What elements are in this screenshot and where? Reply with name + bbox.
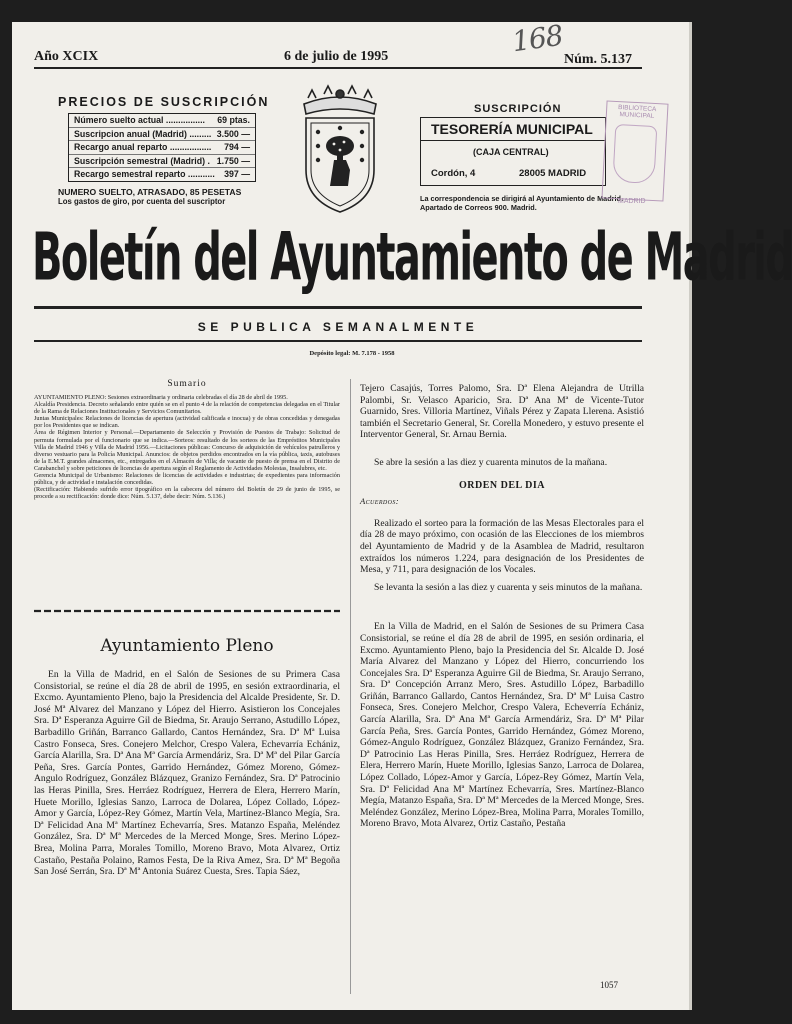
sumario-title: Sumario — [167, 379, 207, 389]
acuerdos-label: Acuerdos: — [360, 496, 400, 507]
sumario-item: AYUNTAMIENTO PLENO: Sesiones extraordinaria y ordinaria celebradas el día 28 de abril de 1995. — [34, 394, 288, 401]
price-value: 397 — — [224, 169, 250, 179]
newspaper-page — [12, 18, 792, 1010]
subscription-sub: (CAJA CENTRAL) — [473, 147, 549, 157]
section-title: Ayuntamiento Pleno — [100, 636, 274, 656]
price-label: Recargo semestral reparto ........... — [74, 169, 215, 179]
stamp-bottom: MADRID — [618, 198, 646, 205]
sumario-item: Alcaldía Presidencia. Decreto señalando entre quién se en el punto 4 de la relación de competencias delegadas en el Titular de la Rama de Relaciones Institucionales y Servicios Comunitarios. — [34, 401, 340, 416]
price-row — [69, 114, 255, 128]
subscription-street: Cordón, 4 — [431, 168, 476, 179]
sorteo-paragraph: Realizado el sorteo para la formación de las Mesas Electorales para el día 28 de mayo próximo, con ocasión de las Elecciones de los miembros del Ayuntamiento de Madrid y de la Asamblea de Madrid, resultaron extraídos los números 1.224, para designación de los Presidentes de Mesa, y 711, para designación de los Vocales. — [360, 517, 644, 576]
orden-del-dia: ORDEN DEL DIA — [459, 479, 545, 491]
sumario-divider — [34, 608, 340, 614]
sumario-item: Gerencia Municipal de Urbanismo: Relaciones de licencias de actividades e industrias; de expedientes para información pública, y de actividad e instalación concedidas. — [34, 472, 340, 487]
price-row — [69, 168, 255, 181]
right-column — [360, 383, 644, 830]
price-label: Suscripción semestral (Madrid) . — [74, 155, 210, 166]
price-row — [69, 155, 255, 169]
price-value: 3.500 — — [216, 128, 250, 139]
price-label: Número suelto actual ................ — [74, 115, 206, 125]
session-open: Se abre la sesión a las diez y cuarenta minutos de la mañana. — [374, 456, 608, 468]
page-number: 1057 — [600, 980, 618, 990]
stamp-shield-icon — [612, 124, 657, 184]
tagline: SE PUBLICA SEMANALMENTE — [197, 320, 479, 334]
price-value: 794 — — [224, 142, 250, 152]
price-row — [69, 128, 255, 142]
subscription-title: SUSCRIPCIÓN — [474, 103, 562, 115]
library-stamp: BIBLIOTECA MUNICIPAL — [601, 100, 668, 201]
masthead-title: Boletín del Ayuntamiento de Madrid — [32, 220, 792, 296]
legal-deposit: Depósito legal: M. 7.178 - 1958 — [309, 350, 395, 357]
sumario-list — [34, 394, 340, 500]
price-label: Recargo anual reparto ................. — [74, 142, 212, 152]
sumario-item: Juntas Municipales: Relaciones de licencias de apertura (actividad calificada e inocua) y de obras concedidas y denegadas por los Presidentes que se indican. — [34, 415, 340, 430]
issue-date: 6 de julio de 1995 — [284, 49, 389, 64]
issue-number: Núm. 5.137 — [564, 52, 633, 67]
prices-note-back-issue: NUMERO SUELTO, ATRASADO, 85 PESETAS — [58, 187, 242, 197]
sumario-item: (Rectificación: Habiendo sufrido error tipográfico en la cabecera del número del Boletín de 29 de junio de 1995, se procede a su rectificación: donde dice: Núm. 5.137, debe decir: Núm. 5.136.) — [34, 486, 340, 501]
coat-of-arms-icon — [294, 88, 386, 218]
price-row — [69, 141, 255, 155]
subscription-office: TESORERÍA MUNICIPAL — [431, 121, 593, 137]
session-close: Se levanta la sesión a las diez y cuarenta y seis minutos de la mañana. — [374, 581, 643, 593]
price-value: 1.750 — — [216, 155, 250, 166]
subscription-note: La correspondencia se dirigirá al Ayuntamiento de Madrid. Apartado de Correos 900. Madrid. — [420, 194, 624, 212]
handwritten-number: 168 — [509, 18, 565, 59]
prices-note-costs: Los gastos de giro, por cuenta del suscriptor — [58, 197, 226, 206]
sumario-item: Área de Régimen Interior y Personal.—Departamento de Selección y Provisión de Puestos de Trabajo: Solicitud de permuta formulada por el funcionario que se indica.—Sorteos: resultado de los sorteos de las Empréstitos Municipales Villa de Madrid 1946 y Villa de Madrid 1956.—Licitaciones públicas: Concurso de adquisición de vehículos patrulleros y diverso vestuario para la Policía Municipal. Anuncios: de objetos perdidos encontrados en la vía pública, taxis, autobuses de la E.M.T. grandes almacenes, etc., entregados en el Almacén de Villa; de vacante de puesto de prensa en el Distrito de Carabanchel y sobre peticiones de licencias de apertura según el Reglamento de Actividades Molestas, Insalubres, etc. — [34, 429, 340, 472]
price-value: 69 ptas. — [217, 115, 250, 125]
prices-table — [68, 113, 256, 182]
price-label: Suscripcion anual (Madrid) ......... — [74, 128, 212, 139]
issue-year: Año XCIX — [34, 49, 99, 64]
top-rule — [34, 67, 642, 69]
pleno-text: En la Villa de Madrid, en el Salón de Sesiones de su Primera Casa Consistorial, se reúne el día 28 de abril de 1995, en sesión extraordinaria, el Excmo. Ayuntamiento Pleno, bajo la Presidencia del Alcalde Presidente, Sr. D. José Mª Alvarez del Manzano y López del Hierro. Asistieron los Concejales Sra. Dª Esperanza Aguirre Gil de Biedma, Sr. Araujo Serrano, Astudillo López, Barbadillo Griñán, Barranco Gallardo, Cantos Hernández, Sra. Dª Mª Luisa Castro Fonseca, Sres. Conejero Melchor, Crespo Valera, Echevarría Echániz, García Alarilla, Sra. Dª Ana Mª García Armendáriz, Sra. Dª Mª del Pilar García Peña, Sres. García Pontes, Garrido Hernández, Gómez Moreno, Gómez-Angulo Rodríguez, González Blázquez, Granizo Fernández, Sra. Dª Patrocinio las Heras Pinilla, Sres. Herráez Rodríguez, Herrera de Elera, Herrero Marín, Huete Morillo, Iglesias Sanzo, Larroca de Dolarea, López Collado, López-Amor y García, López-Rey Gómez, Martín Vela, Martínez-Blanco Megía, Sra. Dª Felicidad Ana Mª Martínez Echevarría, Sres. Matanzo España, Meléndez González, Sra. Dª Mª Mercedes de la Merced Monge, Sres. Merino López-Brea, Molina Parra, Morales Tomillo, Moreno Bravo, Mota Alvarez, Ortiz Castaño, Pestaña Polaino, Ramos Festa, De la Riva Amez, Sra. Dª Mª Begoña San José Serrán, Sra. Dª Mª Antonia Suárez Cuesta, Sres. Tapia Sáez, — [34, 669, 340, 878]
attendees-continued: Tejero Casajús, Torres Palomo, Sra. Dª Elena Alejandra de Utrilla Palombi, Sr. Velasco Aparicio, Sra. Dª Ana Mª de Vicente-Tutor Guarnido, Sres. Villoria Martínez, Viñals Pérez y Zapata Llerena. Asistió también el Secretario General, Sr. Corella Monedero, y estuvo presente el Interventor General, Sr. Arnau Bernia. — [360, 383, 644, 441]
subscription-box — [420, 117, 606, 186]
prices-title: PRECIOS DE SUSCRIPCIÓN — [58, 95, 270, 109]
masthead-rule — [34, 306, 642, 309]
ordinaria-paragraph: En la Villa de Madrid, en el Salón de Sesiones de su Primera Casa Consistorial, se reúne el día 28 de abril de 1995, en sesión ordinaria, el Excmo. Ayuntamiento Pleno, bajo la Presidencia del Sr. Alcalde D. José María Alvarez del Manzano y López del Hierro, concurriendo los Concejales Sra. Dª Esperanza Aguirre Gil de Biedma, Sr. Araujo Serrano, Sra. Dª Concepción Arranz Mero, Sres. Astudillo López, Barbadillo Griñán, Barranco Gallardo, Cantos Hernández, Sra. Dª Mª Luisa Castro Fonseca, Sres. Conejero Melchor, Crespo Valera, Echeverría Echániz, García Alarilla, Sra. Dª Ana Mª García Armendáriz, Sra. Dª Mª Pilar García Peña, Sres. García Pontes, Garrido Hernández, Gómez Moreno, Gómez-Angulo Rodríguez, González Blázquez, Granizo Fernández, Sra. Dª Patrocinio Las Heras Pinilla, Sres. Herráez Rodríguez, Herrera de Elera, Herrero Marín, Huete Morillo, Iglesias Sanzo, Larroca de Dolarea, López Collado, López-Amor y García, López-Rey Gómez, Martín Vela, Sra. Dª Felicidad Ana Mª Martínez Echevarría, Sres. Martínez-Blanco Megía, Matanzo España, Sra. Dª Mª Mercedes de la Merced Monge, Sres. Meléndez González, Merino López-Brea, Molina Parra, Morales Tomillo, Moreno Bravo, Mota Alvarez, Ortiz Castaño, Pestaña — [360, 621, 644, 830]
subscription-city: 28005 MADRID — [519, 168, 587, 179]
